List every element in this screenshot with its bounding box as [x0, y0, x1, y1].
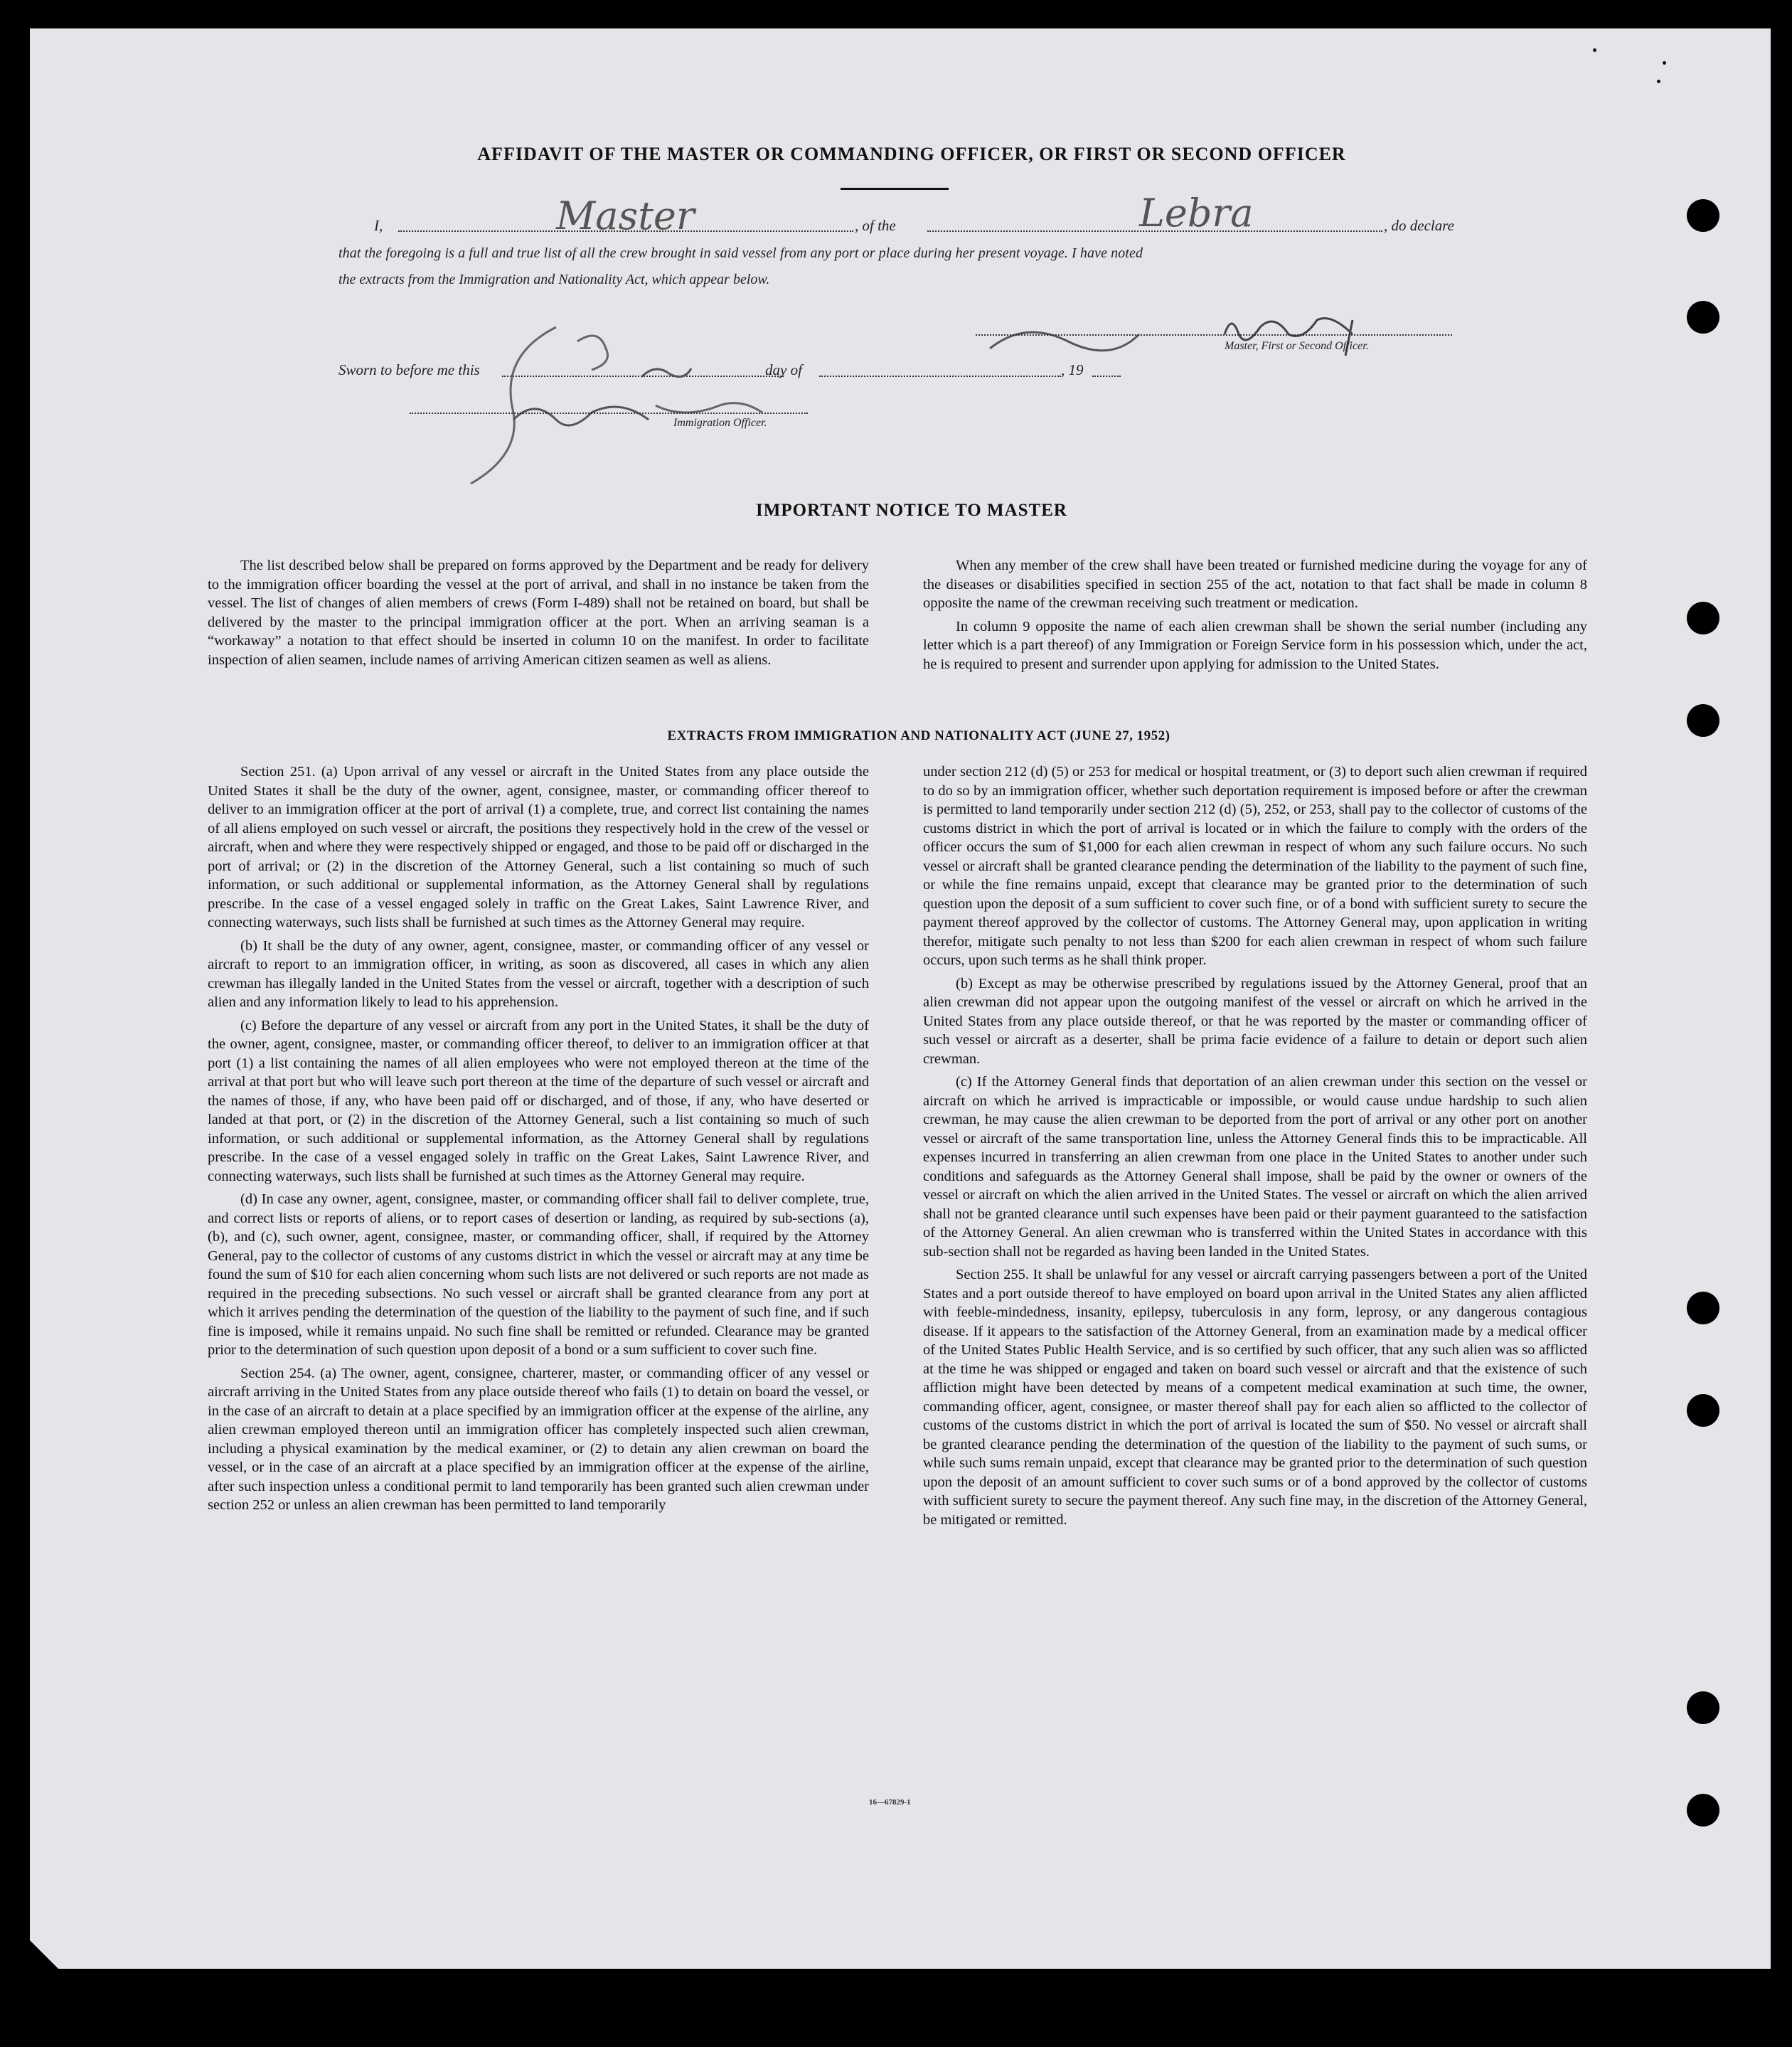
extracts-left-column: [208, 762, 869, 1519]
master-signature-label: Master, First or Second Officer.: [1225, 340, 1369, 352]
speck: [1663, 61, 1666, 65]
extract-paragraph: Section 254. (a) The owner, agent, consignee, charterer, master, or commanding officer of any vessel or aircraft arriving in the United States from any place outside thereof who fails (1) to detain on board the vessel, or in the case of an aircraft to detain at a place specified by an immigration officer at the expense of the airline, any alien crewman employed thereon until an immigration officer has completely inspected such alien crewman, including a physical examination by the medical examiner, or (2) to detain any alien crewman on board the vessel, or in the case of an aircraft at a place specified by an immigration officer at the expense of the airline, after such inspection unless a conditional permit to land temporarily has been granted such alien crewman under section 252 or unless an alien crewman has been permitted to land temporarily: [208, 1365, 869, 1513]
officer-signature-line: [410, 413, 808, 414]
extract-paragraph: (b) Except as may be otherwise prescribed by regulations issued by the Attorney General, proof that an alien crewman did not appear upon the outgoing manifest of the vessel or aircraft on which he arrived in the United States from any place outside thereof, or that he was reported by the master or commanding officer of such vessel or aircraft as a deserter, shall be prima facie evidence of a failure to detain or deport such alien crewman.: [923, 975, 1587, 1067]
punch-hole: [1687, 602, 1719, 634]
extracts-title: EXTRACTS FROM IMMIGRATION AND NATIONALITY ACT (JUNE 27, 1952): [667, 728, 1170, 743]
extract-paragraph: (b) It shall be the duty of any owner, agent, consignee, master, or commanding officer of any vessel or aircraft to report to an immigration officer, in writing, as soon as discovered, all cases in which any alien crewman has illegally landed in the United States from the vessel or aircraft, together with a description of such alien and any information likely to lead to his apprehension.: [208, 937, 869, 1010]
notice-right-column: [923, 556, 1587, 678]
folded-corner: [30, 1940, 58, 1969]
sworn-label: Sworn to before me this: [338, 361, 480, 378]
punch-hole: [1687, 301, 1719, 334]
punch-hole: [1687, 199, 1719, 232]
notice-right-paragraph-1: When any member of the crew shall have been treated or furnished medicine during the voyage for any of the diseases or disabilities specified in section 255 of the act, notation to that fact shall be made in column 8 opposite the name of the crewman receiving such treatment or medication.: [923, 558, 1587, 611]
extract-paragraph: under section 212 (d) (5) or 253 for medical or hospital treatment, or (3) to deport such alien crewman if required to do so by an immigration officer, whether such deportation requirement is imposed before or after the crewman is permitted to land temporarily under section 212 (d) (5), 252, or 253, shall pay to the collector of customs of the customs district in which the port of arrival is located or in which the failure to comply with the orders of the officer occurs the sum of $1,000 for each alien crewman in respect of whom any such failure occurs. No such vessel or aircraft shall be granted clearance pending the determination of the liability to the payment of such fine, or while the fine remains unpaid, except that clearance may be granted prior to the determination of such question upon the deposit of a sum sufficient to cover such fine, or of a bond with sufficient surety to secure the payment thereof approved by the collector of customs. The Attorney General may, upon application in writing therefor, mitigate such penalty to not less than $200 for each alien crewman in respect of whom such failure occurs, upon such terms as he shall think proper.: [923, 764, 1587, 968]
extract-paragraph: Section 251. (a) Upon arrival of any vessel or aircraft in the United States from any place outside the United States it shall be the duty of the owner, agent, consignee, master, or commanding officer thereof to deliver to an immigration officer at the port of arrival (1) a complete, true, and correct list containing the names of all aliens employed on such vessel or aircraft, the positions they respectively hold in the crew of the vessel or aircraft, when and where they were respectively shipped or engaged, and those to be paid off or discharged in the port of arrival; or (2) in the discretion of the Attorney General, such a list containing so much of such information, or such additional or supplemental information, as the Attorney General shall by regulations prescribe. In the case of a vessel engaged solely in traffic on the Great Lakes, Saint Lawrence River, and connecting waterways, such lists shall be furnished at such times as the Attorney General may require.: [208, 764, 869, 930]
pronoun-label: I,: [374, 217, 383, 234]
do-declare-label: , do declare: [1384, 217, 1454, 234]
master-signature: [983, 292, 1438, 370]
notice-right-paragraph-2: In column 9 opposite the name of each alien crewman shall be shown the serial number (including any letter which is a part thereof) of any Immigration or Foreign Service form in his possession which, under the act, he is required to present and surrender upon applying for admission to the United States.: [923, 618, 1587, 672]
document-page: [30, 28, 1771, 1969]
officer-signature-label: Immigration Officer.: [673, 417, 767, 429]
extract-paragraph: (c) Before the departure of any vessel or aircraft from any port in the United States, it shall be the duty of the owner, agent, consignee, master, or commanding officer thereof, to deliver to an immigration officer at that port (1) a list containing the names of all alien employees who were not employed thereon at the time of the arrival at that port but who will leave such port thereon at the time of the departure of such vessel or aircraft and the names of those, if any, who have been paid off or discharged, and of those, if any, who have deserted or landed at that port, or (2) in the discretion of the Attorney General, such a list containing so much of such information, or such additional or supplemental information, as the Attorney General shall by regulations prescribe. In the case of a vessel engaged solely in traffic on the Great Lakes, Saint Lawrence River, and connecting waterways, such lists shall be furnished at such times as the Attorney General may require.: [208, 1017, 869, 1184]
of-the-label: , of the: [855, 217, 896, 234]
master-signature-line: [976, 334, 1452, 336]
officer-signature: [428, 299, 826, 484]
year-label: , 19: [1061, 361, 1084, 378]
punch-hole: [1687, 1394, 1719, 1427]
extract-paragraph: (d) In case any owner, agent, consignee, master, or commanding officer shall fail to deliver complete, true, and correct lists or reports of aliens, or to report cases of desertion or landing, as required by sub-sections (a), (b), and (c), such owner, agent, consignee, master, or commanding officer, shall, if required by the Attorney General, pay to the collector of customs of any customs district in which the vessel or aircraft may at any time be found the sum of $10 for each alien concerning whom such lists are not delivered or such reports are not made as required in the preceding subsections. No such vessel or aircraft shall be granted clearance from any port at which it arrives pending the determination of the question of the liability to the payment of such fine, and if such fine is imposed, while it remains unpaid. No such fine shall be remitted or refunded. Clearance may be granted prior to the determination of such question upon deposit of a bond or a sum sufficient to cover such fine.: [208, 1191, 869, 1358]
sworn-year-line: [1092, 376, 1121, 377]
punch-hole: [1687, 1691, 1719, 1724]
punch-hole: [1687, 1292, 1719, 1324]
handwritten-vessel: Lebra: [1139, 191, 1254, 235]
speck: [1593, 48, 1596, 52]
notice-left-column: [208, 556, 869, 674]
declaration-line-2: the extracts from the Immigration and Nationality Act, which appear below.: [338, 272, 770, 287]
title-rule: [841, 188, 949, 190]
extract-paragraph: Section 255. It shall be unlawful for any vessel or aircraft carrying passengers between a port of the United States and a port outside thereof to have employed on board upon arrival in the United States any alien afflicted with feeble-mindedness, insanity, epilepsy, tuberculosis in any form, leprosy, or any dangerous contagious disease. If it appears to the satisfaction of the Attorney General, from an examination made by a medical officer of the United States Public Health Service, and is so certified by such officer, that any such alien was so afflicted at the time he was shipped or engaged and taken on board such vessel or aircraft and that the existence of such affliction might have been detected by means of a competent medical examination at such time, the owner, commanding officer, agent, consignee, or master thereof shall pay for each alien so afflicted to the collector of customs of the customs district in which the port of arrival is located the sum of $50. No vessel or aircraft shall be granted clearance pending the determination of the question of the liability to the payment of such sums, or while such sums remain unpaid, except that clearance may be granted prior to the determination of such question upon the deposit of an amount sufficient to cover such sums or of a bond approved by the collector of customs with sufficient surety to secure the payment thereof. Any such fine may, in the discretion of the Attorney General, be mitigated or remitted.: [923, 1267, 1587, 1528]
affidavit-title: AFFIDAVIT OF THE MASTER OR COMMANDING OFFICER, OR FIRST OR SECOND OFFICER: [477, 144, 1346, 164]
notice-title: IMPORTANT NOTICE TO MASTER: [756, 501, 1067, 520]
form-number: 16—67829-1: [869, 1798, 911, 1807]
extract-paragraph: (c) If the Attorney General finds that deportation of an alien crewman under this section on the vessel or aircraft on which he arrived is impracticable or impossible, or would cause undue hardship to such alien crewman, he may cause the alien crewman to be deported from the port of arrival or any other port on another vessel or aircraft of the same transportation line, unless the Attorney General finds this to be impracticable. All expenses incurred in transferring an alien crewman from one place in the United States to another under such conditions and safeguards as the Attorney General shall impose, shall be paid by the owner or owners of the vessel or aircraft on which the alien arrived in the United States. The vessel or aircraft on which the alien arrived shall not be granted clearance until such expenses have been paid or their payment guaranteed to the satisfaction of the Attorney General. An alien crewman who is transferred within the United States in accordance with this sub-section shall not be regarded as having been landed in the United States.: [923, 1074, 1587, 1260]
speck: [1657, 80, 1660, 83]
notice-left-paragraph: The list described below shall be prepared on forms approved by the Department and be ready for delivery to the immigration officer boarding the vessel at the port of arrival, and shall in no instance be taken from the vessel. The list of changes of alien members of crews (Form I-489) shall not be retained on board, but shall be delivered by the master to the principal immigration officer at the port. When an arriving seaman is a “workaway” a notation to that effect should be inserted in column 10 on the manifest. In order to facilitate inspection of alien seamen, include names of arriving American citizen seamen as well as aliens.: [208, 558, 869, 668]
handwritten-master: Master: [556, 193, 695, 238]
sworn-month-line: [819, 376, 1061, 377]
extracts-right-column: [923, 762, 1587, 1533]
declaration-line-1: that the foregoing is a full and true list of all the crew brought in said vessel from any port or place during her present voyage. I have noted: [338, 245, 1143, 261]
punch-hole: [1687, 1794, 1719, 1827]
day-of-label: day of: [765, 361, 802, 378]
punch-hole: [1687, 704, 1719, 737]
